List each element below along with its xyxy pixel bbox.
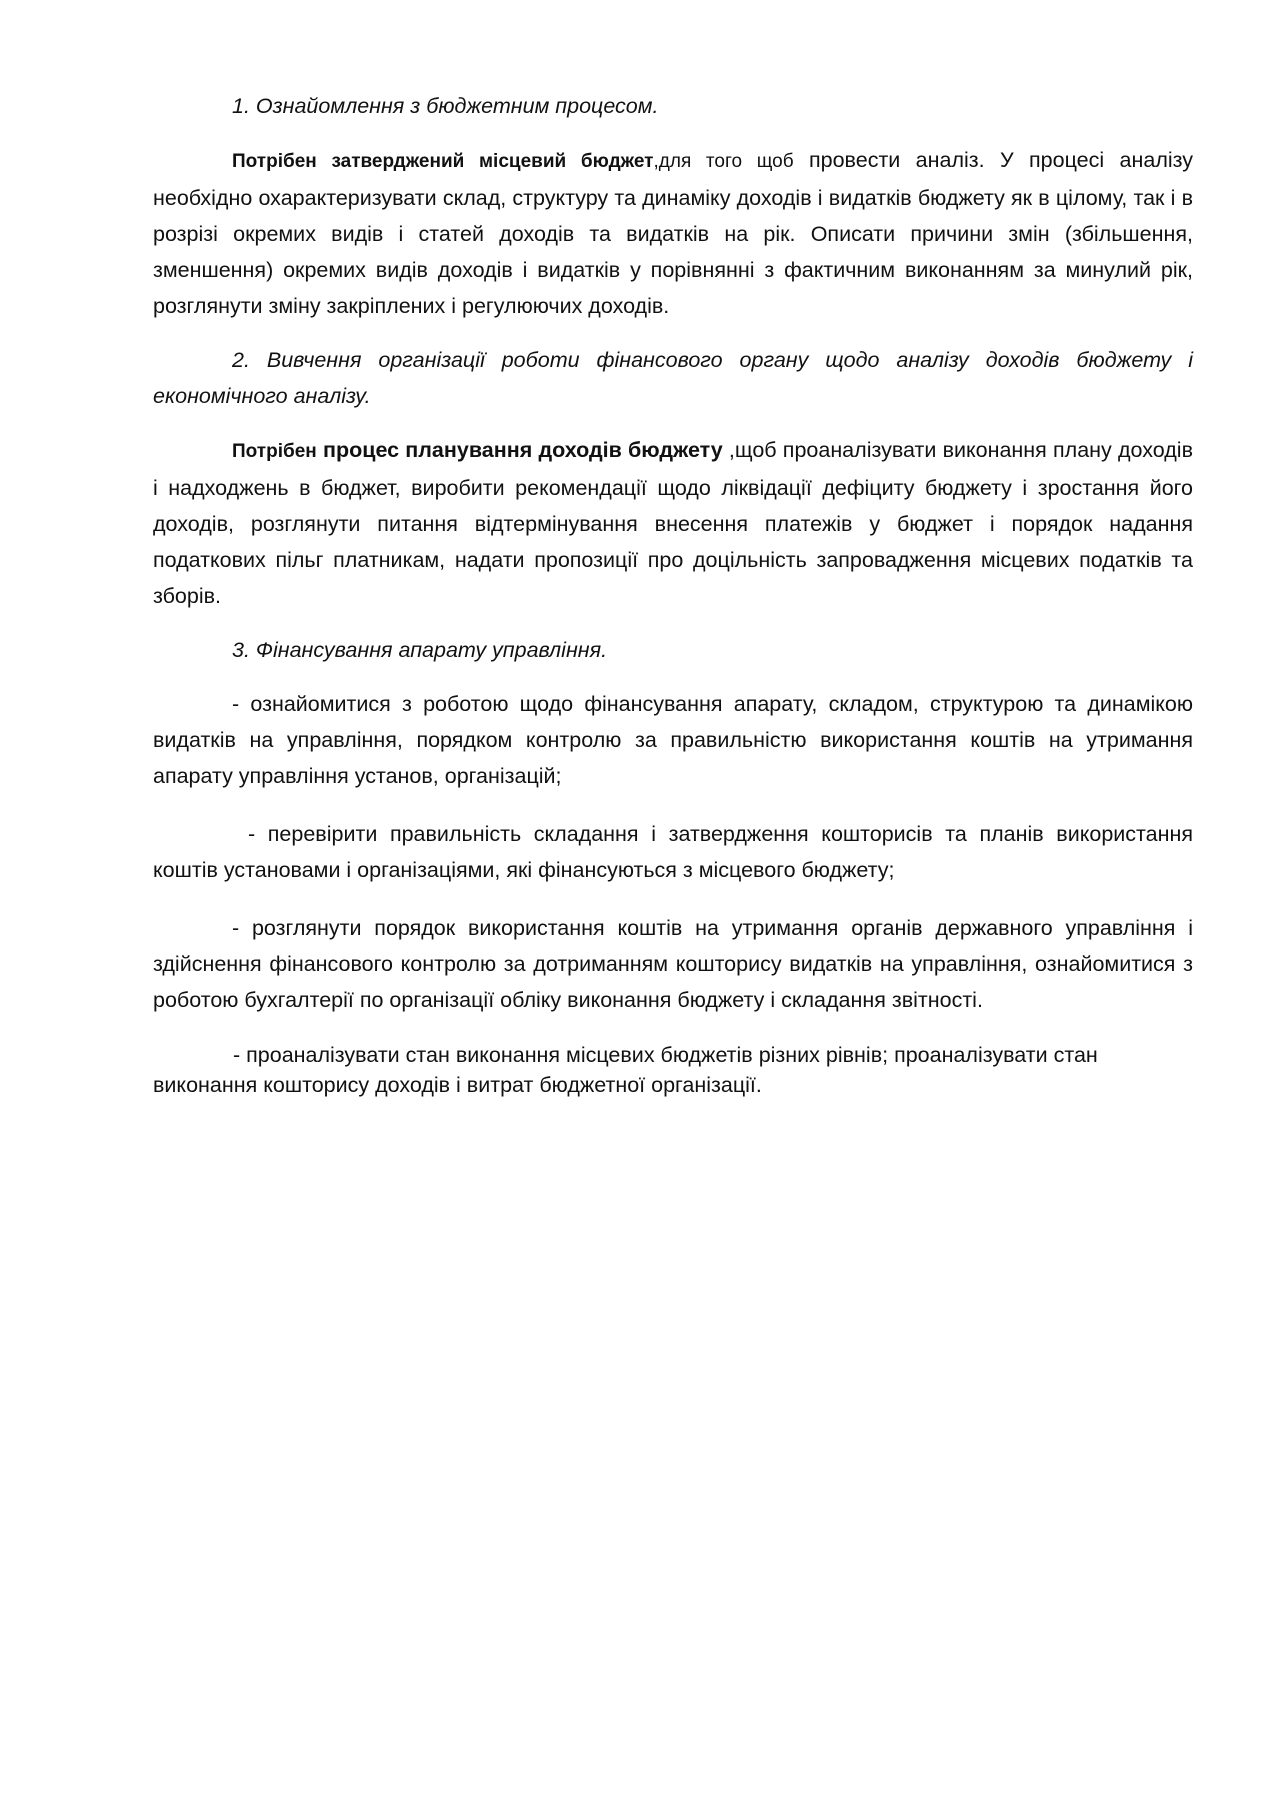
section-1-heading: 1. Ознайомлення з бюджетним процесом.	[232, 94, 659, 118]
section-1-lead-small: ,для того щоб	[653, 151, 794, 172]
section-3-heading: 3. Фінансування апарату управління.	[232, 638, 608, 662]
document-page	[153, 88, 1193, 1100]
section-2-lead-bold-small: Потрібен	[232, 441, 317, 462]
section-2-text: ,щоб проаналізувати виконання плану доходів і надходжень в бюджет, виробити рекомендації щодо ліквідації дефіциту бюджету і зростання його доходів, розглянути питання відтермінування внесення платежів у бюджет і порядок надання податкових пільг платникам, надати пропозиції про доцільність запровадження місцевих податків та зборів.	[153, 438, 1194, 608]
section-1-lead-bold: Потрібен затверджений місцевий бюджет	[232, 151, 654, 172]
section-2-lead-bold: процес планування доходів бюджету	[316, 438, 723, 462]
section-3-bullet: - ознайомитися з роботою щодо фінансування апарату, складом, структурою та динамікою видатків на управління, порядком контролю за правильністю використання коштів на утримання апарату управління установ, організацій;	[153, 692, 1193, 788]
section-1-text: провести аналіз. У процесі аналізу необхідно охарактеризувати склад, структуру та динаміку доходів і видатків бюджету як в цілому, так і в розрізі окремих видів і статей доходів та видатків на рік. Описати причини змін (збільшення, зменшення) окремих видів доходів і видатків у порівнянні з фактичним виконанням за минулий рік, розглянути зміну закріплених і регулюючих доходів.	[153, 148, 1194, 318]
section-3-bullet: - розглянути порядок використання коштів на утримання органів державного управління і здійснення фінансового контролю за дотриманням кошторису видатків на управління, ознайомитися з роботою бухгалтерії по організації обліку виконання бюджету і складання звітності.	[153, 916, 1193, 1012]
section-2-paragraph	[153, 432, 1193, 614]
section-3-bullet: - перевірити правильність складання і затвердження кошторисів та планів використання коштів установами і організаціями, які фінансуються з місцевого бюджету;	[153, 822, 1193, 882]
section-2-heading: 2. Вивчення організації роботи фінансового органу щодо аналізу доходів бюджету і економічного аналізу.	[153, 348, 1193, 408]
section-3-bullet: - проаналізувати стан виконання місцевих бюджетів різних рівнів; проаналізувати стан виконання кошторису доходів і витрат бюджетної організації.	[153, 1043, 1098, 1097]
section-1-paragraph	[153, 142, 1193, 324]
